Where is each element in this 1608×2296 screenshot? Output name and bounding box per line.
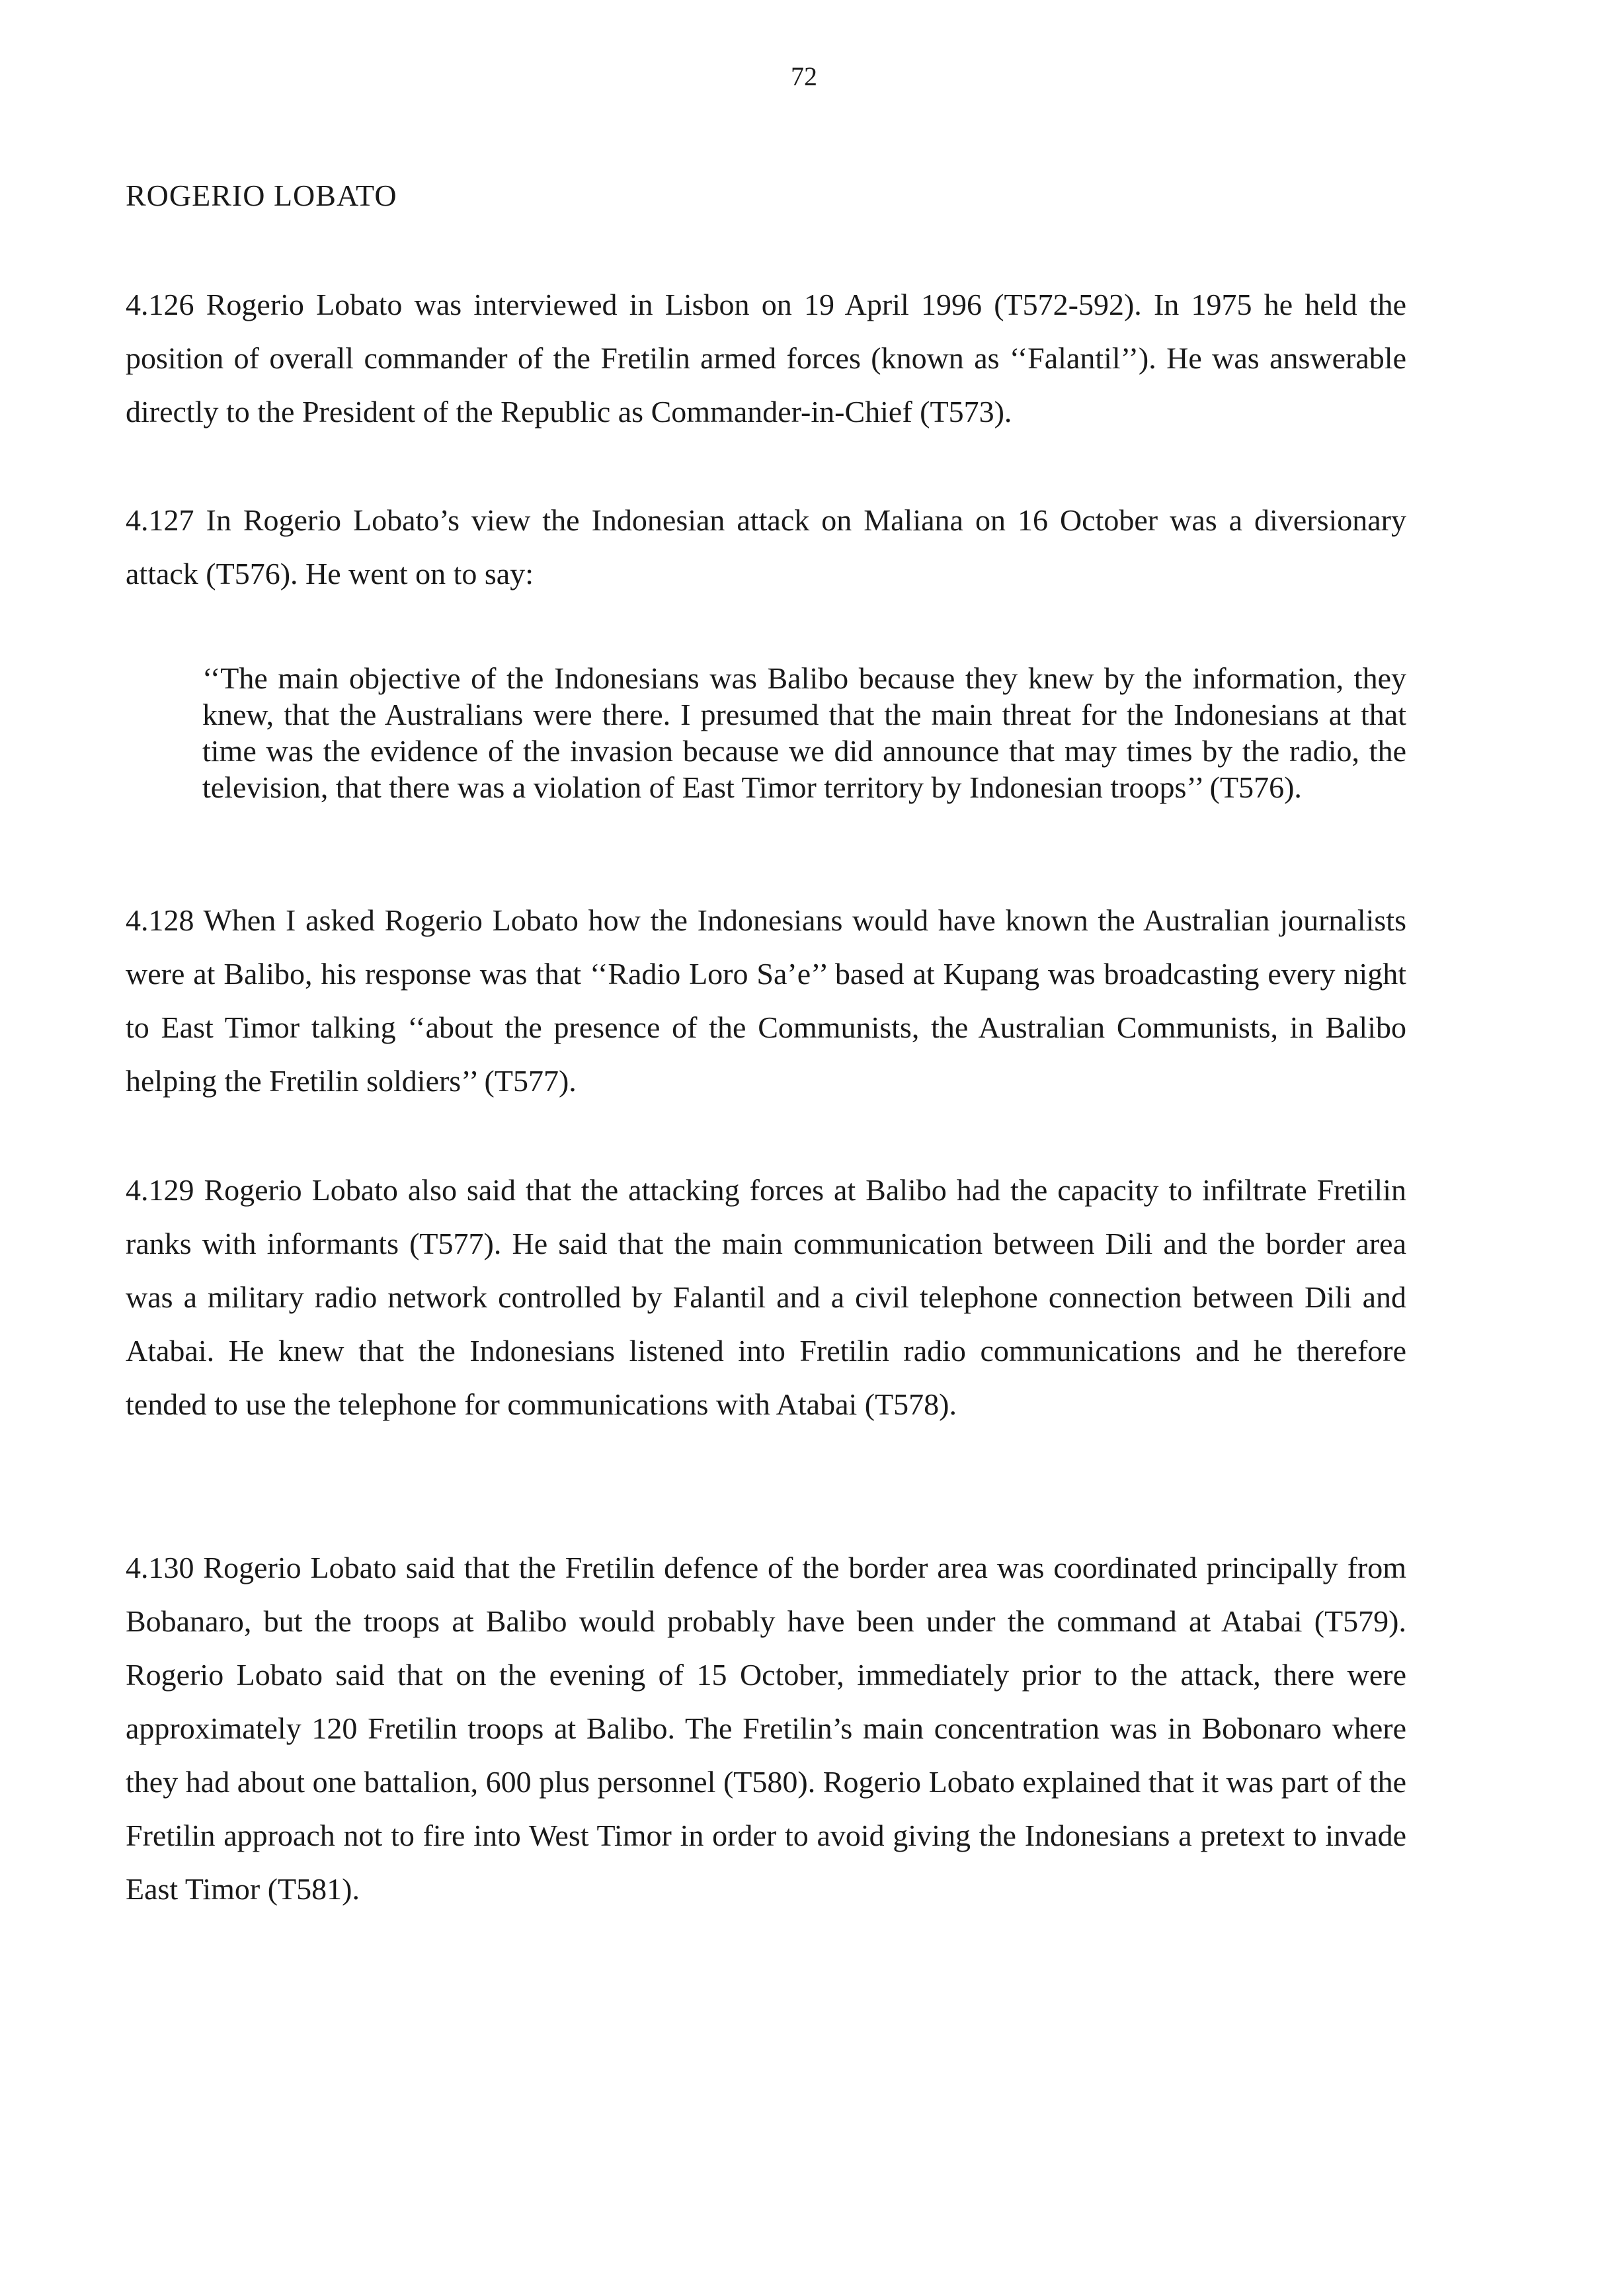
paragraph-4-126: 4.126 Rogerio Lobato was interviewed in Lisbon on 19 April 1996 (T572-592). In 1975 he held the position of overall commander of the Fretilin armed forces (known as ‘‘Falantil’’). He was answerable directly to the President of the Republic as Commander-in-Chief (T573).	[126, 288, 1406, 429]
paragraph-4-129: 4.129 Rogerio Lobato also said that the attacking forces at Balibo had the capacity to infiltrate Fretilin ranks with informants (T577). He said that the main communication between Dili and the border area was a military radio network controlled by Falantil and a civil telephone connection between Dili and Atabai. He knew that the Indonesians listened into Fretilin radio communications and he therefore tended to use the telephone for communications with Atabai (T578).	[126, 1173, 1406, 1421]
section-heading: ROGERIO LOBATO	[126, 179, 397, 212]
paragraph-4-130: 4.130 Rogerio Lobato said that the Fretilin defence of the border area was coordinated principally from Bobanaro, but the troops at Balibo would probably have been under the command at Atabai (T579). Rogerio Lobato said that on the evening of 15 October, immediately prior to the attack, there were approximately 120 Fretilin troops at Balibo. The Fretilin’s main concentration was in Bobonaro where they had about one battalion, 600 plus personnel (T580). Rogerio Lobato explained that it was part of the Fretilin approach not to fire into West Timor in order to avoid giving the Indonesians a pretext to invade East Timor (T581).	[126, 1551, 1406, 1906]
block-quote: ‘‘The main objective of the Indonesians was Balibo because they knew by the information, they knew, that the Australians were there. I presumed that the main threat for the Indonesians at that time was the evidence of the invasion because we did announce that may times by the radio, the television, that there was a violation of East Timor territory by Indonesian troops’’ (T576).	[202, 661, 1406, 804]
paragraph-4-128: 4.128 When I asked Rogerio Lobato how the Indonesians would have known the Australian journalists were at Balibo, his response was that ‘‘Radio Loro Sa’e’’ based at Kupang was broadcasting every night to East Timor talking ‘‘about the presence of the Communists, the Australian Communists, in Balibo helping the Fretilin soldiers’’ (T577).	[126, 903, 1406, 1098]
page-number: 72	[791, 62, 817, 91]
paragraph-4-127: 4.127 In Rogerio Lobato’s view the Indonesian attack on Maliana on 16 October was a diversionary attack (T576). He went on to say:	[126, 503, 1406, 591]
